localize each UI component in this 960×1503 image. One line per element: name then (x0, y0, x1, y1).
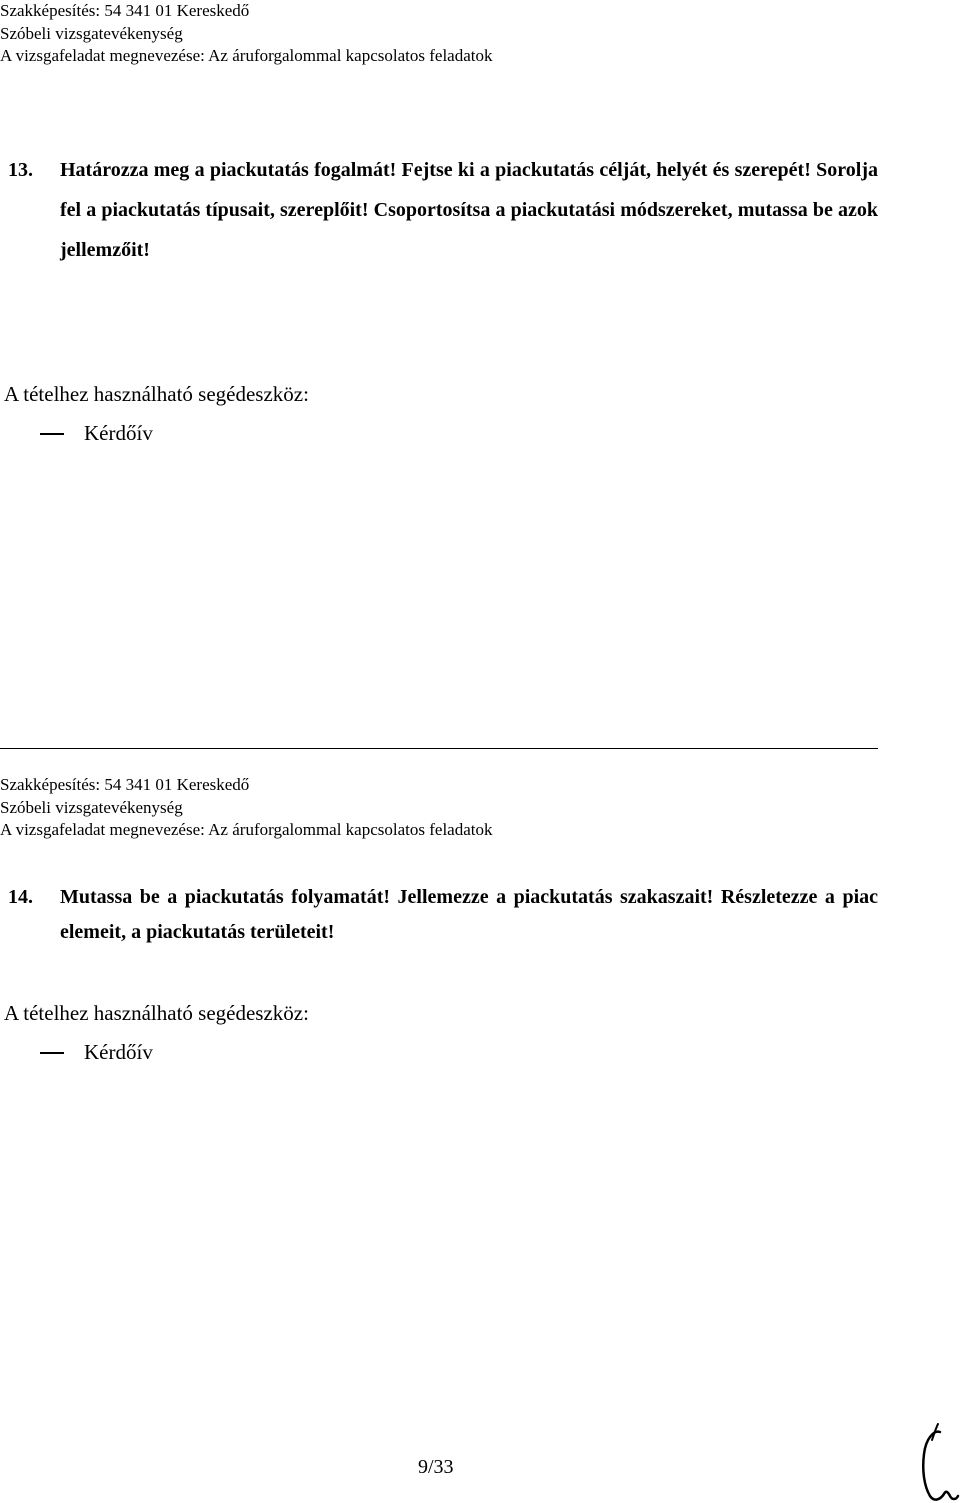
task-13 (8, 150, 878, 270)
task-13-tool-item-text: Kérdőív (84, 421, 153, 445)
task-14-tool-label: A tételhez használható segédeszköz: (4, 1001, 309, 1025)
task-14 (8, 880, 878, 950)
header-exam-type: Szóbeli vizsgatevékenység (0, 797, 183, 817)
task-14-tool-item (40, 1040, 153, 1065)
document-header-second (0, 774, 620, 842)
header-exam-type: Szóbeli vizsgatevékenység (0, 23, 183, 43)
task-14-text: Mutassa be a piackutatás folyamatát! Jellemezze a piackutatás szakaszait! Részletezze a piac elemeit, a piackutatás területeit! (60, 886, 878, 943)
signature-icon (912, 1420, 960, 1503)
task-14-number: 14. (8, 886, 33, 908)
header-task-name: A vizsgafeladat megnevezése: Az áruforgalommal kapcsolatos feladatok (0, 820, 493, 839)
task-14-tool-item-text: Kérdőív (84, 1040, 153, 1064)
header-qualification: Szakképesítés: 54 341 01 Kereskedő (0, 1, 250, 20)
task-13-text: Határozza meg a piackutatás fogalmát! Fejtse ki a piackutatás célját, helyét és szerepét! Sorolja fel a piackutatás típusait, szereplőit! Csoportosítsa a piackutatási módszereket, mutassa be azok jellemzőit! (60, 159, 878, 261)
task-13-tool-item (40, 421, 153, 446)
task-13-number: 13. (8, 159, 33, 181)
dash-bullet-icon (40, 433, 64, 435)
header-task-name: A vizsgafeladat megnevezése: Az áruforgalommal kapcsolatos feladatok (0, 46, 493, 65)
document-header-top (0, 0, 620, 68)
page-number: 9/33 (418, 1456, 454, 1478)
header-qualification: Szakképesítés: 54 341 01 Kereskedő (0, 775, 250, 794)
dash-bullet-icon (40, 1052, 64, 1054)
page-divider (0, 748, 878, 749)
task-13-tool-label: A tételhez használható segédeszköz: (4, 382, 309, 406)
